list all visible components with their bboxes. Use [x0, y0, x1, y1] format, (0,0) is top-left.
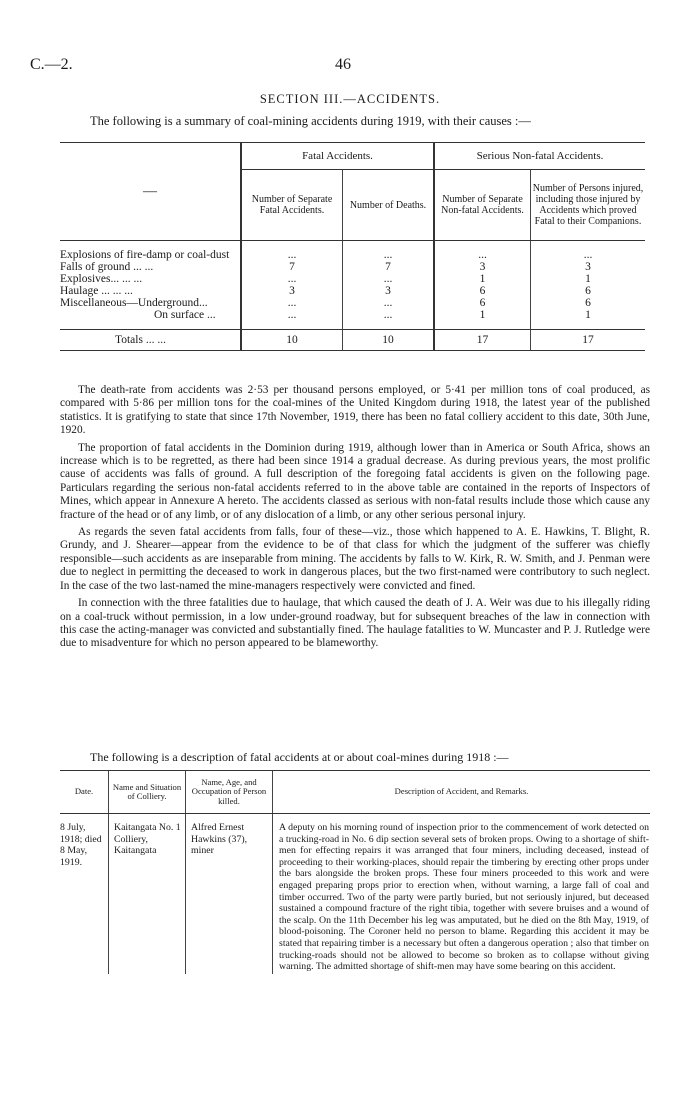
document-code: C.—2. — [30, 56, 73, 73]
paragraph: The proportion of fatal accidents in the Dominion during 1919, although lower than in America or South Africa, shows an increase which is to be regretted, as there had been since 1914 a gradual decrease. As during previous years, the most prolific cause of accidents was falls of ground. A full description of the foregoing fatal accidents is given on the following page. Particulars regarding the serious non-fatal accidents referred to in the above table are contained in the reports of Inspectors of Mines, which appear in Annexure A hereto. The accidents classed as serious with non-fatal results include those which cause any fracture of the head or of any limb, or of any dislocation of a limb, or any other serious personal injury. — [60, 441, 650, 521]
paragraph: In connection with the three fatalities due to haulage, that which caused the death of J. A. Weir was due to his illegally riding on a coal-truck without permission, in a low under-ground roadway, but for subsequent breaches of the law in connection with this case the acting-manager was convicted and substantially fined. The haulage fatalities to W. Muncaster and P. J. Rutledge were due to misadventure for which no person appeared to be blameworthy. — [60, 597, 650, 650]
totals-label: Totals ... ... — [60, 330, 241, 351]
cell: ... — [434, 249, 531, 261]
cell: 1 — [434, 273, 531, 285]
summary-totals-row — [60, 330, 645, 351]
col-deaths: Number of Deaths. — [343, 170, 435, 241]
summary-row — [60, 261, 645, 273]
col-persons-injured: Number of Persons injured, including those injured by Accidents which proved Fatal to their Companions. — [531, 170, 646, 241]
cell: ... — [241, 297, 343, 309]
row-label: Haulage ... ... ... — [60, 285, 133, 297]
fatal-accidents-intro: The following is a description of fatal accidents at or about coal-mines during 1918 :— — [90, 750, 509, 764]
cell: ... — [343, 297, 435, 309]
col-date: Date. — [60, 771, 109, 814]
cell: 17 — [434, 330, 531, 351]
col-person: Name, Age, and Occupation of Person killed. — [186, 771, 273, 814]
accident-summary-table — [60, 142, 645, 351]
cell: 3 — [241, 285, 343, 297]
col-fatal-accidents: Number of Separate Fatal Accidents. — [241, 170, 343, 241]
body-text — [60, 384, 650, 655]
cell: 7 — [343, 261, 435, 273]
cell: 17 — [531, 330, 646, 351]
page-number: 46 — [335, 56, 351, 73]
cell-date: 8 July, 1918; died 8 May, 1919. — [60, 822, 102, 868]
row-label: Falls of ground ... ... — [60, 261, 154, 273]
fatal-accidents-table — [60, 770, 650, 974]
paragraph: As regards the seven fatal accidents from falls, four of these—viz., those which happened to A. E. Hawkins, T. Blight, R. Grundy, and J. Shearer—appear from the evidence to be of that class for which the judgment of the sufferer was chiefly responsible—such accidents as are inseparable from mining. The accidents by falls to W. Kirk, R. W. Smith, and J. Penman were due to neglect in permitting the deceased to work in dangerous places, but the two first-named were contributory to such neglect. In the case of the two last-named the mine-managers respectively were convicted and fined. — [60, 526, 650, 592]
cell: 10 — [241, 330, 343, 351]
cell: 6 — [434, 285, 531, 297]
fatal-table-header-row — [60, 771, 650, 814]
row-label: On surface ... — [154, 309, 216, 321]
paragraph: The death-rate from accidents was 2·53 per thousand persons employed, or 5·41 per million tons of coal produced, as compared with 5·86 per million tons for the coal-mines of the United Kingdom during 1918, the latest year of the published statistics. It is gratifying to state that since 17th November, 1919, there has been no fatal colliery accident to this date, 30th June, 1920. — [60, 384, 650, 437]
cell: 7 — [241, 261, 343, 273]
cell: 10 — [343, 330, 435, 351]
cell: 6 — [434, 297, 531, 309]
cell: 1 — [531, 273, 646, 285]
cell: 3 — [531, 261, 646, 273]
cell-person: Alfred Ernest Hawkins (37), miner — [186, 814, 273, 974]
fatal-table-row — [60, 814, 650, 974]
cell: ... — [241, 309, 343, 321]
cell: 1 — [434, 309, 531, 321]
summary-row — [60, 297, 645, 309]
row-label: Explosives... ... ... — [60, 273, 143, 285]
section-title: SECTION III.—ACCIDENTS. — [259, 92, 441, 106]
cell: 1 — [531, 309, 646, 321]
summary-intro: The following is a summary of coal-mining accidents during 1919, with their causes :— — [90, 114, 531, 128]
col-description: Description of Accident, and Remarks. — [273, 771, 651, 814]
cell: 3 — [434, 261, 531, 273]
cell: ... — [531, 249, 646, 261]
cell: ... — [241, 273, 343, 285]
cell: ... — [343, 273, 435, 285]
row-label: Explosions of fire-damp or coal-dust — [60, 249, 230, 261]
cell-colliery: Kaitangata No. 1 Colliery, Kaitangata — [109, 814, 186, 974]
cell: 3 — [343, 285, 435, 297]
summary-row — [60, 309, 645, 321]
cell: ... — [241, 249, 343, 261]
col-colliery: Name and Situation of Colliery. — [109, 771, 186, 814]
summary-group-header-row — [60, 143, 645, 170]
fatal-group-header: Fatal Accidents. — [241, 143, 434, 170]
row-label: Miscellaneous—Underground... — [60, 297, 208, 309]
summary-corner-header: — — [60, 143, 241, 241]
serious-group-header: Serious Non-fatal Accidents. — [434, 143, 645, 170]
summary-row — [60, 249, 645, 261]
cell-description: A deputy on his morning round of inspection prior to the commencement of work detected on a trucking-road in No. 6 dip section several sets of broken props. Owing to a shortage of shift-men for effecting repairs it was arranged that four miners, including deceased, instead of proceeding to their working-places, should repair the timbering by erecting other props under the bars alongside the broken props. These four miners proceeded to this work and were engaged preparing props prior to erection when, without warning, a large fall of coal and timber occurred. Two of the party were partly buried, but not seriously injured, but deceased sustained a compound fracture of the right tibia, together with severe bruises and a wound of the scalp. On the 11th December his leg was amputated, but he died on the 8th May, 1919, of blood-poisoning. The Coroner held no person to blame. Regarding this accident it may be stated that repairing timber is a necessary but often a dangerous operation ; also that timber on trucking-roads should not be allowed to become so broken as to collapse without giving warning. The admitted shortage of shift-men may have some bearing on this accident. — [273, 814, 651, 974]
cell: 6 — [531, 297, 646, 309]
cell: 6 — [531, 285, 646, 297]
cell: ... — [343, 249, 435, 261]
cell: ... — [343, 309, 435, 321]
summary-row — [60, 285, 645, 297]
col-nonfatal-accidents: Number of Separate Non-fatal Accidents. — [434, 170, 531, 241]
summary-row — [60, 273, 645, 285]
